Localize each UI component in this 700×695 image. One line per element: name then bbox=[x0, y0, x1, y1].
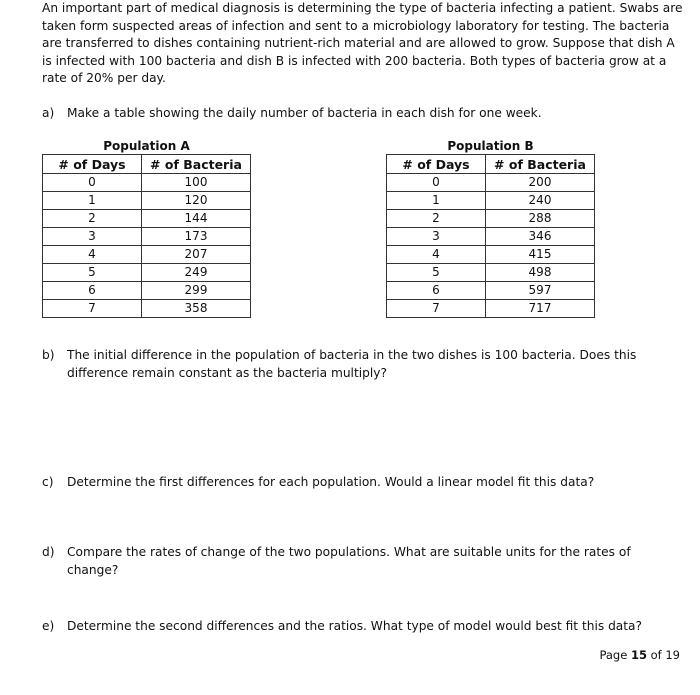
cell-days: 6 bbox=[43, 282, 142, 300]
population-a-title: Population A bbox=[103, 139, 190, 153]
intro-paragraph: An important part of medical diagnosis is determining the type of bacteria infecting a patient. Swabs are taken form suspected areas of infection and sent to a microbiology laboratory for testing. The bacteria are transferred to dishes containing nutrient-rich material and are allowed to grow. Suppose that dish A is infected with 100 bacteria and dish B is infected with 200 bacteria. Both types of bacteria grow at a rate of 20% per day. bbox=[42, 1, 683, 85]
cell-days: 4 bbox=[387, 246, 486, 264]
question-d bbox=[42, 543, 682, 579]
cell-bacteria: 240 bbox=[486, 192, 595, 210]
table-row bbox=[43, 210, 251, 228]
cell-bacteria: 358 bbox=[142, 300, 251, 318]
question-d-label: d) bbox=[42, 545, 55, 559]
table-row bbox=[387, 192, 595, 210]
cell-days: 0 bbox=[387, 174, 486, 192]
page-prefix: Page bbox=[599, 648, 631, 662]
question-b-label: b) bbox=[42, 348, 55, 362]
cell-days: 7 bbox=[387, 300, 486, 318]
cell-bacteria: 415 bbox=[486, 246, 595, 264]
cell-bacteria: 173 bbox=[142, 228, 251, 246]
cell-bacteria: 299 bbox=[142, 282, 251, 300]
page-number bbox=[599, 648, 680, 662]
question-a bbox=[42, 104, 682, 122]
table-row bbox=[43, 174, 251, 192]
table-row bbox=[43, 228, 251, 246]
table-row bbox=[387, 264, 595, 282]
table-header-row bbox=[387, 155, 595, 174]
table-row bbox=[387, 210, 595, 228]
cell-days: 4 bbox=[43, 246, 142, 264]
cell-bacteria: 346 bbox=[486, 228, 595, 246]
cell-days: 3 bbox=[387, 228, 486, 246]
header-days: # of Days bbox=[43, 155, 142, 174]
question-b-text: The initial difference in the population of bacteria in the two dishes is 100 bacteria. Does this difference remain constant as the bacteria multiply? bbox=[67, 348, 637, 380]
population-b-table-block bbox=[386, 138, 595, 318]
cell-days: 3 bbox=[43, 228, 142, 246]
cell-bacteria: 144 bbox=[142, 210, 251, 228]
table-row bbox=[43, 300, 251, 318]
current-page: 15 bbox=[630, 648, 647, 662]
question-a-text: Make a table showing the daily number of bacteria in each dish for one week. bbox=[67, 106, 542, 120]
cell-bacteria: 120 bbox=[142, 192, 251, 210]
header-bacteria: # of Bacteria bbox=[142, 155, 251, 174]
cell-days: 1 bbox=[387, 192, 486, 210]
table-header-row bbox=[43, 155, 251, 174]
table-row bbox=[43, 264, 251, 282]
question-d-text: Compare the rates of change of the two populations. What are suitable units for the rates of change? bbox=[67, 545, 631, 577]
population-b-title: Population B bbox=[447, 139, 534, 153]
table-row bbox=[43, 192, 251, 210]
cell-days: 7 bbox=[43, 300, 142, 318]
table-row bbox=[43, 282, 251, 300]
cell-days: 2 bbox=[43, 210, 142, 228]
cell-days: 1 bbox=[43, 192, 142, 210]
cell-days: 5 bbox=[387, 264, 486, 282]
question-e-label: e) bbox=[42, 619, 55, 633]
cell-bacteria: 200 bbox=[486, 174, 595, 192]
question-a-label: a) bbox=[42, 106, 55, 120]
population-a-table bbox=[42, 154, 251, 318]
table-row bbox=[387, 174, 595, 192]
cell-bacteria: 498 bbox=[486, 264, 595, 282]
question-e bbox=[42, 617, 682, 635]
cell-days: 2 bbox=[387, 210, 486, 228]
population-a-table-block bbox=[42, 138, 251, 318]
table-row bbox=[43, 246, 251, 264]
question-c-label: c) bbox=[42, 475, 54, 489]
cell-bacteria: 249 bbox=[142, 264, 251, 282]
cell-bacteria: 717 bbox=[486, 300, 595, 318]
question-e-text: Determine the second differences and the ratios. What type of model would best fit this data? bbox=[67, 619, 642, 633]
table-row bbox=[387, 246, 595, 264]
page-middle: of bbox=[646, 648, 666, 662]
table-row bbox=[387, 282, 595, 300]
cell-days: 5 bbox=[43, 264, 142, 282]
cell-bacteria: 288 bbox=[486, 210, 595, 228]
table-row bbox=[387, 300, 595, 318]
header-bacteria: # of Bacteria bbox=[486, 155, 595, 174]
cell-days: 6 bbox=[387, 282, 486, 300]
cell-bacteria: 597 bbox=[486, 282, 595, 300]
table-row bbox=[387, 228, 595, 246]
question-c bbox=[42, 473, 682, 491]
question-c-text: Determine the first differences for each population. Would a linear model fit this data? bbox=[67, 475, 595, 489]
total-pages: 19 bbox=[665, 648, 680, 662]
cell-bacteria: 207 bbox=[142, 246, 251, 264]
question-b bbox=[42, 346, 682, 382]
population-b-table bbox=[386, 154, 595, 318]
header-days: # of Days bbox=[387, 155, 486, 174]
cell-bacteria: 100 bbox=[142, 174, 251, 192]
cell-days: 0 bbox=[43, 174, 142, 192]
